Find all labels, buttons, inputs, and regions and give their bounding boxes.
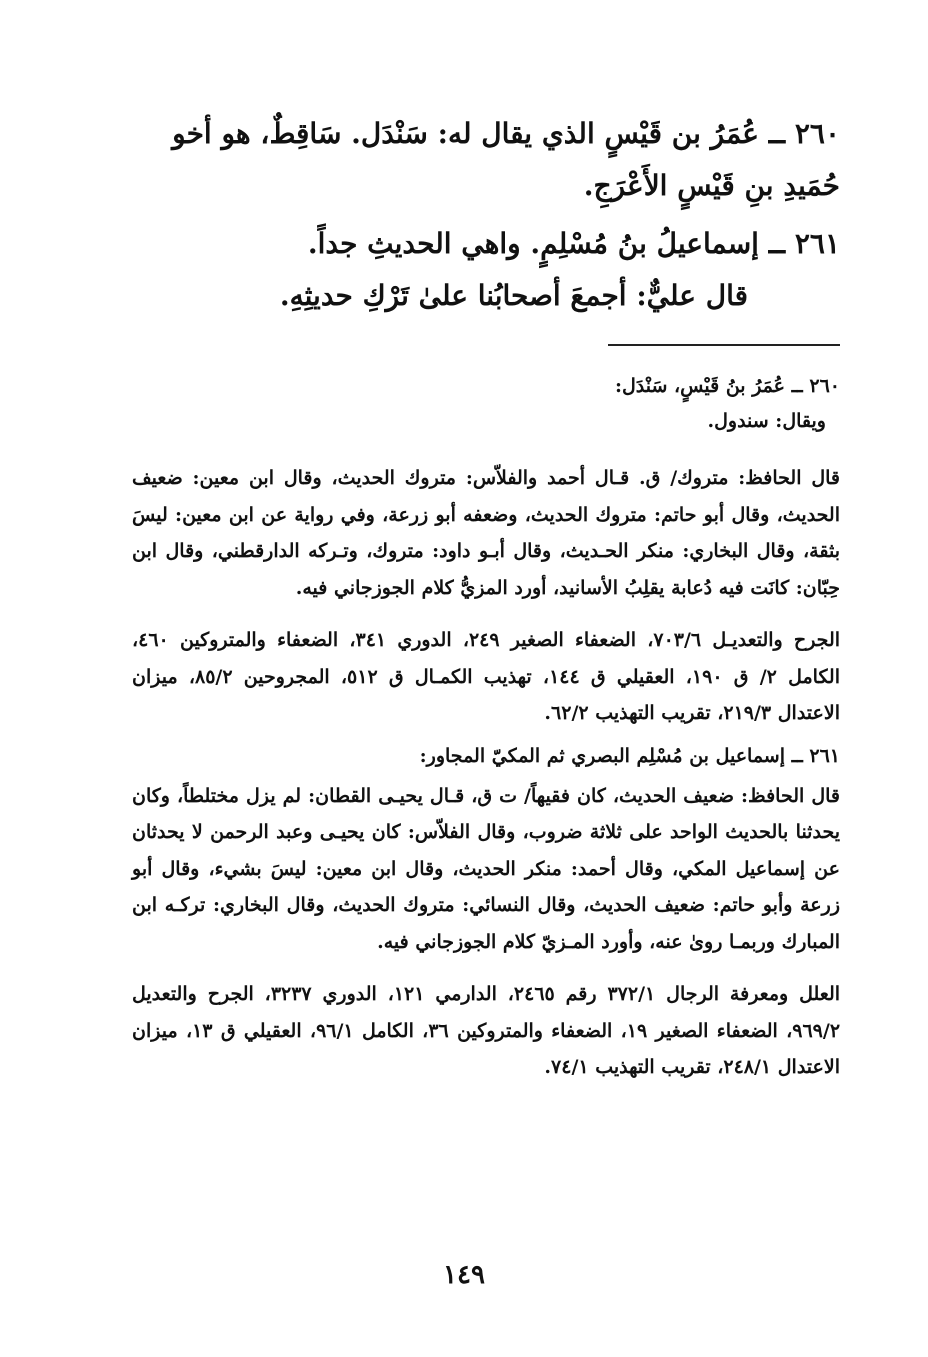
- entry-261-quote: قال عليٌّ: أجمعَ أصحابُنا علىٰ تَرْكِ حديثِهِ.: [279, 279, 748, 312]
- note-260-heading: ٢٦٠ ــ عُمَرُ بنُ قَيْسٍ، سَنْدَل:: [614, 375, 840, 397]
- main-text: [120, 108, 840, 322]
- note-261-paragraph-1: قال الحافظ: ضعيف الحديث، كان فقيهاً/ ت ق، قـال يحيـى القطان: لم يزل مختلطاً، وكان يحدثنا بالحديث الواحد على ثلاثة ضروب، وقال الفلاّس: كان يحيـى وعبد الرحمن لا يحدثان عن إسماعيل المكي، وقال أحمد: منكر الحديث، وقال ابن معين: ليسَ بشيء، وقال أبو زرعة وأبو حاتم: ضعيف الحديث، وقال النسائي: متروك الحديث، وقال البخاري: تركـه ابن المبارك وربمـا روىٰ عنه، وأورد المـزيّ كلام الجوزجاني فيه.: [132, 784, 840, 953]
- note-260-paragraph-1: قال الحافظ: متروك/ ق. قـال أحمد والفلاّس: متروك الحديث، وقال ابن معين: ضعيف الحديث، وقال أبو حاتم: متروك الحديث، وضعفه أبو زرعة، وفي رواية عن ابن معين: ليسَ بثقة، وقال البخاري: منكر الحـديث، وقال أبـو داود: متروك، وتـركه الدارقطني، وقال ابن حِبّان: كانَت فيه دُعابة يقلِبُ الأسانيد، أورد المزيُّ كلام الجوزجاني فيه.: [132, 467, 840, 599]
- note-261-heading: ٢٦١ ــ إسماعيل بن مُسْلِم البصري ثم المكيّ المجاور:: [419, 744, 840, 767]
- entry-260: ٢٦٠ ــ عُمَرُ بن قَيْسٍ الذي يقال له: سَنْدَل. سَاقِطٌ، هو أخو حُمَيدِ بنِ قَيْسٍ الأَعْرَجِ.: [172, 117, 840, 202]
- note-260-paragraph-2: الجرح والتعديـل ٧٠٣/٦، الضعفاء الصغير ٢٤٩، الدوري ٣٤١، الضعفاء والمتروكين ٤٦٠، الكامل ٢/ ق ١٩٠، العقيلي ق ١٤٤، تهذيب الكمـال ق ٥١٢، المجروحين ٨٥/٢، ميزان الاعتدال ٢١٩/٣، تقريب التهذيب ٦٢/٢.: [132, 629, 841, 724]
- note-261-paragraph-2: العلل ومعرفة الرجال ٣٧٢/١ رقم ٢٤٦٥، الدارمي ١٢١، الدوري ٣٢٣٧، الجرح والتعديل ٩٦٩/٢، الضعفاء الصغير ١٩، الضعفاء والمتروكين ٣٦، الكامل ٩٦/١، العقيلي ق ١٣، ميزان الاعتدال ٢٤٨/١، تقريب التهذيب ٧٤/١.: [132, 983, 841, 1078]
- entry-261: ٢٦١ ــ إسماعيلُ بنُ مُسْلِمٍ. واهي الحديثِ جداً.: [307, 227, 840, 260]
- footnotes: [132, 368, 840, 1086]
- page-number: ١٤٩: [443, 1260, 485, 1290]
- note-260-alternate-name: ويقال: سندول.: [707, 410, 826, 432]
- footnote-divider: [608, 344, 840, 346]
